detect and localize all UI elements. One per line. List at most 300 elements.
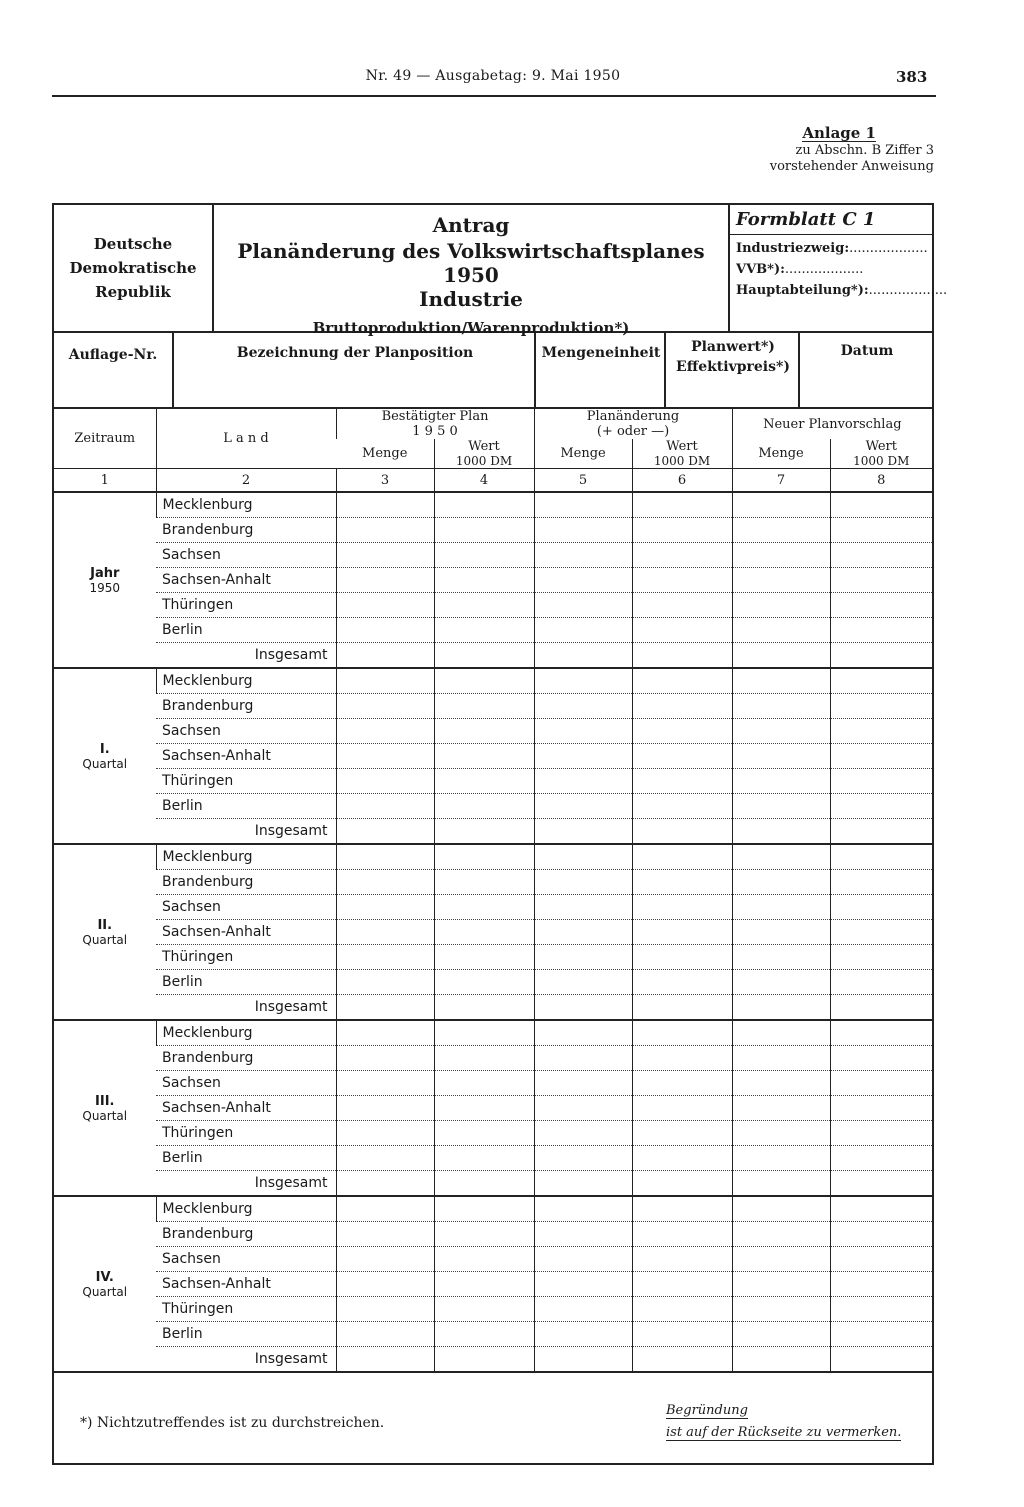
value-input-cell[interactable]	[434, 719, 534, 744]
value-input-cell[interactable]	[336, 593, 434, 618]
table-row	[54, 492, 932, 518]
industry-label: Industriezweig:	[736, 241, 850, 256]
value-input-cell[interactable]	[336, 1196, 434, 1222]
total-input-cell[interactable]	[732, 995, 830, 1021]
value-input-cell[interactable]	[732, 744, 830, 769]
land-cell: Brandenburg	[156, 518, 336, 543]
value-input-cell[interactable]	[434, 1121, 534, 1146]
value-input-cell[interactable]	[830, 1196, 932, 1222]
issue-header: Nr. 49 — Ausgabetag: 9. Mai 1950	[365, 68, 621, 84]
value-input-cell[interactable]	[632, 568, 732, 593]
total-input-cell[interactable]	[534, 819, 632, 845]
total-input-cell[interactable]	[732, 1347, 830, 1373]
value-input-cell[interactable]	[732, 870, 830, 895]
value-input-cell[interactable]	[534, 543, 632, 568]
table-row	[54, 1046, 932, 1071]
value-input-cell[interactable]	[534, 945, 632, 970]
bezeichnung-cell[interactable]	[176, 333, 536, 407]
value-input-cell[interactable]	[632, 1096, 732, 1121]
value-input-cell[interactable]	[534, 744, 632, 769]
value-input-cell[interactable]	[434, 945, 534, 970]
value-input-cell[interactable]	[732, 543, 830, 568]
value-input-cell[interactable]	[732, 895, 830, 920]
table-row	[54, 794, 932, 819]
value-input-cell[interactable]	[632, 844, 732, 870]
value-input-cell[interactable]	[336, 844, 434, 870]
planaenderung-sub: (+ oder —)	[596, 424, 670, 439]
value-input-cell[interactable]	[434, 492, 534, 518]
value-input-cell[interactable]	[434, 1272, 534, 1297]
value-input-cell[interactable]	[434, 920, 534, 945]
value-input-cell[interactable]	[732, 844, 830, 870]
value-input-cell[interactable]	[336, 1071, 434, 1096]
form-meta-box	[730, 205, 948, 331]
value-input-cell[interactable]	[336, 1146, 434, 1171]
value-input-cell[interactable]	[336, 1096, 434, 1121]
value-input-cell[interactable]	[534, 870, 632, 895]
value-input-cell[interactable]	[434, 744, 534, 769]
total-input-cell[interactable]	[830, 995, 932, 1021]
vvb-field[interactable]	[730, 256, 932, 277]
total-input-cell[interactable]	[336, 995, 434, 1021]
total-input-cell[interactable]	[534, 1347, 632, 1373]
value-input-cell[interactable]	[830, 945, 932, 970]
value-input-cell[interactable]	[632, 543, 732, 568]
value-input-cell[interactable]	[632, 518, 732, 543]
value-input-cell[interactable]	[830, 1272, 932, 1297]
value-input-cell[interactable]	[534, 920, 632, 945]
value-input-cell[interactable]	[830, 1297, 932, 1322]
column-number: 1	[54, 469, 156, 493]
bestaetigt-year: 1 9 5 0	[412, 424, 458, 439]
hauptabteilung-label: Hauptabteilung*):	[736, 283, 869, 298]
value-input-cell[interactable]	[732, 668, 830, 694]
value-input-cell[interactable]	[434, 1322, 534, 1347]
value-input-cell[interactable]	[336, 970, 434, 995]
total-input-cell[interactable]	[434, 1171, 534, 1197]
value-input-cell[interactable]	[732, 1071, 830, 1096]
value-input-cell[interactable]	[336, 518, 434, 543]
value-input-cell[interactable]	[732, 1046, 830, 1071]
anlage-line1: zu Abschn. B Ziffer 3	[795, 143, 934, 158]
value-input-cell[interactable]	[732, 1020, 830, 1046]
total-input-cell[interactable]	[434, 819, 534, 845]
value-input-cell[interactable]	[434, 543, 534, 568]
total-input-cell[interactable]	[632, 1171, 732, 1197]
form-title-sub: Bruttoproduktion/Warenproduktion*)	[312, 319, 630, 337]
value-input-cell[interactable]	[632, 895, 732, 920]
total-input-cell[interactable]	[434, 995, 534, 1021]
value-input-cell[interactable]	[830, 1096, 932, 1121]
table-row	[54, 1071, 932, 1096]
value-input-cell[interactable]	[830, 1020, 932, 1046]
value-input-cell[interactable]	[632, 593, 732, 618]
industry-field[interactable]	[730, 235, 932, 256]
value-input-cell[interactable]	[336, 1297, 434, 1322]
value-input-cell[interactable]	[632, 945, 732, 970]
land-cell: Thüringen	[156, 769, 336, 794]
total-input-cell[interactable]	[830, 1171, 932, 1197]
value-input-cell[interactable]	[830, 618, 932, 643]
land-cell: Sachsen-Anhalt	[156, 568, 336, 593]
value-input-cell[interactable]	[434, 970, 534, 995]
value-input-cell[interactable]	[732, 1146, 830, 1171]
value-input-cell[interactable]	[434, 1222, 534, 1247]
table-row	[54, 769, 932, 794]
value-input-cell[interactable]	[632, 1046, 732, 1071]
value-input-cell[interactable]	[434, 870, 534, 895]
value-input-cell[interactable]	[336, 1322, 434, 1347]
value-input-cell[interactable]	[830, 970, 932, 995]
total-input-cell[interactable]	[732, 1171, 830, 1197]
zeitraum-cell	[54, 1196, 156, 1372]
value-input-cell[interactable]	[632, 1272, 732, 1297]
value-input-cell[interactable]	[830, 568, 932, 593]
value-input-cell[interactable]	[632, 870, 732, 895]
value-input-cell[interactable]	[830, 920, 932, 945]
value-input-cell[interactable]	[632, 794, 732, 819]
zeitraum-cell	[54, 668, 156, 844]
value-input-cell[interactable]	[830, 769, 932, 794]
mengeneinheit-cell[interactable]	[538, 333, 666, 407]
wert-label: Wert	[468, 439, 500, 454]
value-input-cell[interactable]	[336, 1272, 434, 1297]
land-cell: Thüringen	[156, 945, 336, 970]
value-input-cell[interactable]	[830, 694, 932, 719]
value-input-cell[interactable]	[732, 1272, 830, 1297]
value-input-cell[interactable]	[434, 769, 534, 794]
total-input-cell[interactable]	[534, 995, 632, 1021]
value-input-cell[interactable]	[830, 593, 932, 618]
auflage-label: Auflage-Nr.	[68, 347, 158, 363]
value-input-cell[interactable]	[336, 543, 434, 568]
value-input-cell[interactable]	[830, 895, 932, 920]
value-input-cell[interactable]	[434, 1046, 534, 1071]
value-input-cell[interactable]	[434, 1247, 534, 1272]
value-input-cell[interactable]	[732, 568, 830, 593]
insgesamt-label: Insgesamt	[156, 1347, 336, 1373]
value-input-cell[interactable]	[434, 668, 534, 694]
footnote: *) Nichtzutreffendes ist zu durchstreichen.	[80, 1415, 385, 1431]
value-input-cell[interactable]	[336, 1222, 434, 1247]
value-input-cell[interactable]	[534, 593, 632, 618]
value-input-cell[interactable]	[830, 518, 932, 543]
value-input-cell[interactable]	[830, 1322, 932, 1347]
table-row	[54, 1222, 932, 1247]
table-row	[54, 1297, 932, 1322]
wert-unit: 1000 DM	[653, 454, 711, 468]
value-input-cell[interactable]	[434, 1196, 534, 1222]
value-input-cell[interactable]	[534, 1071, 632, 1096]
value-input-cell[interactable]	[732, 694, 830, 719]
value-input-cell[interactable]	[830, 1146, 932, 1171]
value-input-cell[interactable]	[534, 1046, 632, 1071]
zeitraum-cell	[54, 844, 156, 1020]
value-input-cell[interactable]	[336, 744, 434, 769]
value-input-cell[interactable]	[434, 518, 534, 543]
dots: ...................	[868, 283, 948, 298]
total-input-cell[interactable]	[336, 1347, 434, 1373]
total-input-cell[interactable]	[632, 643, 732, 669]
value-input-cell[interactable]	[732, 618, 830, 643]
value-input-cell[interactable]	[632, 694, 732, 719]
value-input-cell[interactable]	[732, 1247, 830, 1272]
dots: ...................	[849, 241, 928, 256]
land-cell: Mecklenburg	[156, 492, 336, 518]
total-input-cell[interactable]	[830, 819, 932, 845]
table-row	[54, 593, 932, 618]
value-input-cell[interactable]	[632, 1020, 732, 1046]
menge-header: Menge	[534, 439, 632, 469]
table-row	[54, 1196, 932, 1222]
value-input-cell[interactable]	[336, 794, 434, 819]
value-input-cell[interactable]	[434, 844, 534, 870]
planwert-cell[interactable]	[668, 333, 800, 407]
value-input-cell[interactable]	[732, 920, 830, 945]
value-input-cell[interactable]	[632, 1071, 732, 1096]
datum-label: Datum	[840, 343, 894, 359]
column-number: 4	[434, 469, 534, 493]
value-input-cell[interactable]	[830, 1222, 932, 1247]
hauptabteilung-field[interactable]	[730, 277, 948, 298]
value-input-cell[interactable]	[336, 920, 434, 945]
value-input-cell[interactable]	[336, 694, 434, 719]
value-input-cell[interactable]	[632, 769, 732, 794]
value-input-cell[interactable]	[534, 1247, 632, 1272]
form-title-main: Planänderung des Volkswirtschaftsplanes 1950	[237, 239, 705, 287]
value-input-cell[interactable]	[732, 970, 830, 995]
value-input-cell[interactable]	[830, 668, 932, 694]
value-input-cell[interactable]	[534, 895, 632, 920]
total-input-cell[interactable]	[336, 1171, 434, 1197]
land-cell: Sachsen	[156, 895, 336, 920]
value-input-cell[interactable]	[336, 769, 434, 794]
dots: ...................	[784, 262, 864, 277]
value-input-cell[interactable]	[534, 568, 632, 593]
value-input-cell[interactable]	[534, 794, 632, 819]
column-number: 7	[732, 469, 830, 493]
value-input-cell[interactable]	[434, 568, 534, 593]
land-cell: Brandenburg	[156, 1222, 336, 1247]
value-input-cell[interactable]	[534, 769, 632, 794]
plan-table	[54, 409, 932, 1373]
menge-header: Menge	[732, 439, 830, 469]
land-cell: Sachsen-Anhalt	[156, 1272, 336, 1297]
value-input-cell[interactable]	[534, 1196, 632, 1222]
value-input-cell[interactable]	[632, 492, 732, 518]
value-input-cell[interactable]	[732, 1096, 830, 1121]
insgesamt-row	[54, 1171, 932, 1197]
value-input-cell[interactable]	[534, 1297, 632, 1322]
value-input-cell[interactable]	[830, 1121, 932, 1146]
total-input-cell[interactable]	[336, 819, 434, 845]
table-row	[54, 694, 932, 719]
value-input-cell[interactable]	[632, 744, 732, 769]
value-input-cell[interactable]	[632, 920, 732, 945]
land-cell: Sachsen-Anhalt	[156, 1096, 336, 1121]
insgesamt-row	[54, 819, 932, 845]
value-input-cell[interactable]	[732, 1222, 830, 1247]
total-input-cell[interactable]	[632, 995, 732, 1021]
period-body	[54, 492, 932, 1372]
table-row	[54, 945, 932, 970]
datum-cell[interactable]	[802, 333, 932, 407]
anlage-block	[700, 125, 934, 175]
land-cell: Brandenburg	[156, 1046, 336, 1071]
value-input-cell[interactable]	[534, 668, 632, 694]
land-cell: Brandenburg	[156, 870, 336, 895]
value-input-cell[interactable]	[534, 844, 632, 870]
zeitraum-cell	[54, 492, 156, 668]
value-input-cell[interactable]	[534, 970, 632, 995]
value-input-cell[interactable]	[534, 694, 632, 719]
value-input-cell[interactable]	[732, 1196, 830, 1222]
value-input-cell[interactable]	[336, 719, 434, 744]
total-input-cell[interactable]	[632, 1347, 732, 1373]
value-input-cell[interactable]	[830, 543, 932, 568]
bestaetigt-header	[336, 409, 534, 439]
value-input-cell[interactable]	[534, 1096, 632, 1121]
value-input-cell[interactable]	[336, 492, 434, 518]
value-input-cell[interactable]	[534, 518, 632, 543]
land-cell: Thüringen	[156, 593, 336, 618]
zeitraum-line2: Quartal	[82, 1108, 128, 1123]
zeitraum-line1: Jahr	[90, 565, 120, 581]
planaenderung-header	[534, 409, 732, 439]
value-input-cell[interactable]	[336, 618, 434, 643]
value-input-cell[interactable]	[632, 1146, 732, 1171]
value-input-cell[interactable]	[732, 794, 830, 819]
zeitraum-line2: Quartal	[82, 1284, 128, 1299]
value-input-cell[interactable]	[732, 492, 830, 518]
land-cell: Sachsen	[156, 1247, 336, 1272]
total-input-cell[interactable]	[830, 1347, 932, 1373]
table-row	[54, 668, 932, 694]
total-input-cell[interactable]	[434, 643, 534, 669]
total-input-cell[interactable]	[830, 643, 932, 669]
zeitraum-line1: II.	[97, 917, 113, 933]
land-cell: Sachsen-Anhalt	[156, 920, 336, 945]
total-input-cell[interactable]	[732, 643, 830, 669]
total-input-cell[interactable]	[336, 643, 434, 669]
value-input-cell[interactable]	[534, 1322, 632, 1347]
value-input-cell[interactable]	[632, 1222, 732, 1247]
table-row	[54, 895, 932, 920]
value-input-cell[interactable]	[632, 1121, 732, 1146]
value-input-cell[interactable]	[534, 492, 632, 518]
value-input-cell[interactable]	[534, 1146, 632, 1171]
wert-label: Wert	[666, 439, 698, 454]
value-input-cell[interactable]	[434, 618, 534, 643]
land-cell: Mecklenburg	[156, 844, 336, 870]
value-input-cell[interactable]	[632, 1322, 732, 1347]
value-input-cell[interactable]	[632, 970, 732, 995]
value-input-cell[interactable]	[732, 1121, 830, 1146]
value-input-cell[interactable]	[336, 668, 434, 694]
value-input-cell[interactable]	[434, 593, 534, 618]
vvb-label: VVB*):	[736, 262, 785, 277]
total-input-cell[interactable]	[632, 819, 732, 845]
value-input-cell[interactable]	[434, 895, 534, 920]
auflage-cell[interactable]	[54, 333, 174, 407]
value-input-cell[interactable]	[534, 618, 632, 643]
value-input-cell[interactable]	[732, 1297, 830, 1322]
value-input-cell[interactable]	[830, 719, 932, 744]
insgesamt-row	[54, 995, 932, 1021]
value-input-cell[interactable]	[732, 719, 830, 744]
value-input-cell[interactable]	[632, 1196, 732, 1222]
value-input-cell[interactable]	[434, 794, 534, 819]
value-input-cell[interactable]	[534, 1222, 632, 1247]
value-input-cell[interactable]	[336, 1121, 434, 1146]
value-input-cell[interactable]	[434, 694, 534, 719]
insgesamt-label: Insgesamt	[156, 1171, 336, 1197]
form-title-box	[214, 205, 730, 337]
land-cell: Mecklenburg	[156, 668, 336, 694]
value-input-cell[interactable]	[732, 769, 830, 794]
value-input-cell[interactable]	[830, 794, 932, 819]
value-input-cell[interactable]	[732, 945, 830, 970]
wert-unit: 1000 DM	[455, 454, 513, 468]
column-number: 8	[830, 469, 932, 493]
value-input-cell[interactable]	[336, 1020, 434, 1046]
value-input-cell[interactable]	[632, 618, 732, 643]
value-input-cell[interactable]	[534, 1020, 632, 1046]
table-row	[54, 568, 932, 593]
value-input-cell[interactable]	[732, 518, 830, 543]
value-input-cell[interactable]	[434, 1020, 534, 1046]
value-input-cell[interactable]	[830, 744, 932, 769]
value-input-cell[interactable]	[632, 719, 732, 744]
value-input-cell[interactable]	[336, 945, 434, 970]
value-input-cell[interactable]	[830, 1046, 932, 1071]
value-input-cell[interactable]	[336, 895, 434, 920]
value-input-cell[interactable]	[534, 719, 632, 744]
value-input-cell[interactable]	[534, 1121, 632, 1146]
table-row	[54, 543, 932, 568]
zeitraum-line1: III.	[95, 1093, 115, 1109]
total-input-cell[interactable]	[434, 1347, 534, 1373]
value-input-cell[interactable]	[336, 1247, 434, 1272]
value-input-cell[interactable]	[632, 668, 732, 694]
value-input-cell[interactable]	[434, 1297, 534, 1322]
value-input-cell[interactable]	[732, 1322, 830, 1347]
value-input-cell[interactable]	[632, 1247, 732, 1272]
rueckseite-label: ist auf der Rückseite zu vermerken.	[666, 1425, 902, 1440]
country-box	[54, 205, 214, 331]
value-input-cell[interactable]	[830, 844, 932, 870]
value-input-cell[interactable]	[732, 593, 830, 618]
value-input-cell[interactable]	[434, 1096, 534, 1121]
value-input-cell[interactable]	[830, 1071, 932, 1096]
zeitraum-cell	[54, 1020, 156, 1196]
value-input-cell[interactable]	[830, 492, 932, 518]
wert-unit: 1000 DM	[853, 454, 910, 468]
value-input-cell[interactable]	[336, 870, 434, 895]
total-input-cell[interactable]	[534, 1171, 632, 1197]
value-input-cell[interactable]	[632, 1297, 732, 1322]
value-input-cell[interactable]	[534, 1272, 632, 1297]
value-input-cell[interactable]	[434, 1146, 534, 1171]
total-input-cell[interactable]	[732, 819, 830, 845]
land-cell: Mecklenburg	[156, 1196, 336, 1222]
value-input-cell[interactable]	[830, 1247, 932, 1272]
total-input-cell[interactable]	[534, 643, 632, 669]
value-input-cell[interactable]	[830, 870, 932, 895]
value-input-cell[interactable]	[336, 1046, 434, 1071]
value-input-cell[interactable]	[434, 1071, 534, 1096]
value-input-cell[interactable]	[336, 568, 434, 593]
